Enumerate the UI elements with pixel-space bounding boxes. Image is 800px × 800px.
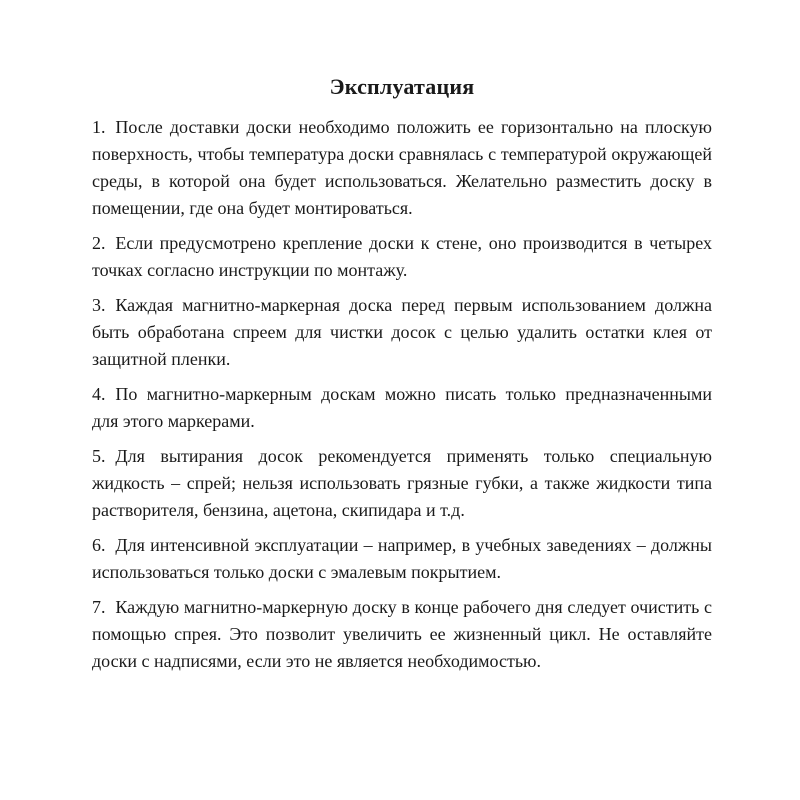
- list-item-5: [92, 443, 712, 524]
- list-item-3: [92, 292, 712, 373]
- item-number-4: 4.: [92, 384, 106, 404]
- item-text-3: Каждая магнитно-маркерная доска перед первым использованием должна быть обработана спреем для чистки досок с целью удалить остатки клея от защитной пленки.: [92, 295, 712, 369]
- list-item-4: [92, 381, 712, 435]
- list-item-6: [92, 532, 712, 586]
- item-text-7: Каждую магнитно-маркерную доску в конце рабочего дня следует очистить с помощью спрея. Это позволит увеличить ее жизненный цикл. Не оставляйте доски с надписями, если это не является необходимостью.: [92, 597, 712, 671]
- item-text-5: Для вытирания досок рекомендуется применять только специальную жидкость – спрей; нельзя использовать грязные губки, а также жидкости типа растворителя, бензина, ацетона, скипидара и т.д.: [92, 446, 712, 520]
- item-number-2: 2.: [92, 233, 106, 253]
- item-number-6: 6.: [92, 535, 106, 555]
- list-item-1: [92, 114, 712, 222]
- document-title: Эксплуатация: [329, 74, 475, 99]
- item-number-5: 5.: [92, 446, 106, 466]
- item-number-3: 3.: [92, 295, 106, 315]
- item-text-6: Для интенсивной эксплуатации – например, в учебных заведениях – должны использоваться только доски с эмалевым покрытием.: [92, 535, 712, 582]
- item-number-1: 1.: [92, 117, 106, 137]
- item-text-1: После доставки доски необходимо положить ее горизонтально на плоскую поверхность, чтобы температура доски сравнялась с температурой окружающей среды, в которой она будет использоваться. Желательно разместить доску в помещении, где она будет монтироваться.: [92, 117, 712, 218]
- item-number-7: 7.: [92, 597, 106, 617]
- item-text-2: Если предусмотрено крепление доски к стене, оно производится в четырех точках согласно инструкции по монтажу.: [92, 233, 712, 280]
- list-item-2: [92, 230, 712, 284]
- list-item-7: [92, 594, 712, 675]
- item-text-4: По магнитно-маркерным доскам можно писать только предназначенными для этого маркерами.: [92, 384, 712, 431]
